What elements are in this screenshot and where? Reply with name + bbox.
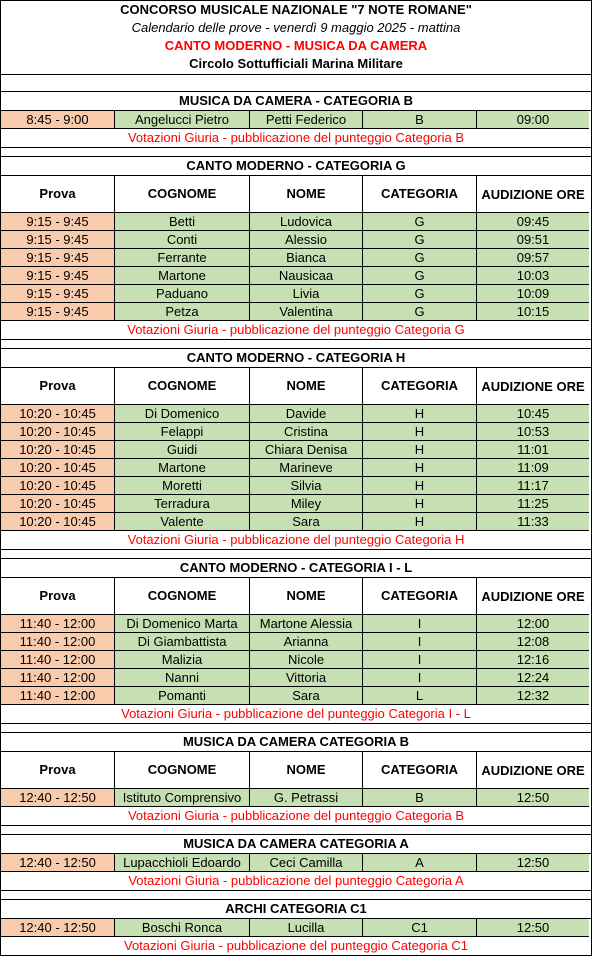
section-table bbox=[1, 919, 591, 937]
surname: Lupacchioli Edoardo bbox=[115, 854, 250, 872]
section-title: MUSICA DA CAMERA - CATEGORIA B bbox=[1, 92, 591, 111]
first-name: Bianca bbox=[250, 249, 363, 267]
first-name: Miley bbox=[250, 495, 363, 513]
audition-time: 09:51 bbox=[477, 231, 589, 249]
slot-time: 9:15 - 9:45 bbox=[1, 267, 115, 285]
col-header-nome: NOME bbox=[250, 176, 363, 213]
col-header-audizione: AUDIZIONE ORE bbox=[477, 578, 589, 615]
slot-time: 8:45 - 9:00 bbox=[1, 111, 115, 129]
col-header-cognome: COGNOME bbox=[115, 368, 250, 405]
first-name: Nicole bbox=[250, 651, 363, 669]
category: B bbox=[363, 111, 477, 129]
surname: Guidi bbox=[115, 441, 250, 459]
col-header-nome: NOME bbox=[250, 752, 363, 789]
col-header-prova: Prova bbox=[1, 176, 115, 213]
section-spacer bbox=[1, 75, 591, 92]
audition-time: 10:09 bbox=[477, 285, 589, 303]
category: G bbox=[363, 267, 477, 285]
first-name: Ludovica bbox=[250, 213, 363, 231]
category: A bbox=[363, 854, 477, 872]
category: G bbox=[363, 231, 477, 249]
section-table bbox=[1, 752, 591, 807]
category: I bbox=[363, 669, 477, 687]
category: G bbox=[363, 303, 477, 321]
category: I bbox=[363, 651, 477, 669]
audition-time: 12:16 bbox=[477, 651, 589, 669]
slot-time: 10:20 - 10:45 bbox=[1, 477, 115, 495]
audition-time: 12:00 bbox=[477, 615, 589, 633]
first-name: G. Petrassi bbox=[250, 789, 363, 807]
jury-vote-note: Votazioni Giuria - pubblicazione del punteggio Categoria B bbox=[1, 129, 591, 148]
first-name: Silvia bbox=[250, 477, 363, 495]
jury-vote-note: Votazioni Giuria - pubblicazione del punteggio Categoria A bbox=[1, 872, 591, 891]
category: H bbox=[363, 513, 477, 531]
category: L bbox=[363, 687, 477, 705]
category: G bbox=[363, 285, 477, 303]
section-table bbox=[1, 578, 591, 705]
slot-time: 11:40 - 12:00 bbox=[1, 633, 115, 651]
audition-time: 12:50 bbox=[477, 919, 589, 937]
surname: Boschi Ronca bbox=[115, 919, 250, 937]
audition-time: 11:01 bbox=[477, 441, 589, 459]
slot-time: 10:20 - 10:45 bbox=[1, 441, 115, 459]
audition-time: 12:08 bbox=[477, 633, 589, 651]
surname: Terradura bbox=[115, 495, 250, 513]
audition-time: 11:17 bbox=[477, 477, 589, 495]
first-name: Petti Federico bbox=[250, 111, 363, 129]
col-header-categoria: CATEGORIA bbox=[363, 368, 477, 405]
category: H bbox=[363, 477, 477, 495]
surname: Conti bbox=[115, 231, 250, 249]
first-name: Martone Alessia bbox=[250, 615, 363, 633]
category: I bbox=[363, 615, 477, 633]
col-header-audizione: AUDIZIONE ORE bbox=[477, 752, 589, 789]
category: G bbox=[363, 249, 477, 267]
col-header-audizione: AUDIZIONE ORE bbox=[477, 368, 589, 405]
category: H bbox=[363, 459, 477, 477]
audition-time: 11:33 bbox=[477, 513, 589, 531]
jury-vote-note: Votazioni Giuria - pubblicazione del punteggio Categoria C1 bbox=[1, 937, 591, 956]
slot-time: 12:40 - 12:50 bbox=[1, 854, 115, 872]
audition-time: 10:45 bbox=[477, 405, 589, 423]
category: B bbox=[363, 789, 477, 807]
jury-vote-note: Votazioni Giuria - pubblicazione del punteggio Categoria G bbox=[1, 321, 591, 340]
section-table bbox=[1, 368, 591, 531]
audition-time: 09:00 bbox=[477, 111, 589, 129]
surname: Istituto Comprensivo bbox=[115, 789, 250, 807]
col-header-audizione: AUDIZIONE ORE bbox=[477, 176, 589, 213]
section-title: CANTO MODERNO - CATEGORIA G bbox=[1, 157, 591, 176]
discipline-title: CANTO MODERNO - MUSICA DA CAMERA bbox=[164, 38, 428, 53]
slot-time: 11:40 - 12:00 bbox=[1, 669, 115, 687]
col-header-prova: Prova bbox=[1, 578, 115, 615]
first-name: Nausicaa bbox=[250, 267, 363, 285]
audition-time: 09:45 bbox=[477, 213, 589, 231]
audition-time: 11:25 bbox=[477, 495, 589, 513]
first-name: Lucilla bbox=[250, 919, 363, 937]
section-spacer bbox=[1, 891, 591, 900]
audition-time: 10:53 bbox=[477, 423, 589, 441]
surname: Di Domenico bbox=[115, 405, 250, 423]
first-name: Vittoria bbox=[250, 669, 363, 687]
section-title: ARCHI CATEGORIA C1 bbox=[1, 900, 591, 919]
col-header-prova: Prova bbox=[1, 752, 115, 789]
venue-name: Circolo Sottufficiali Marina Militare bbox=[189, 56, 403, 71]
surname: Di Domenico Marta bbox=[115, 615, 250, 633]
slot-time: 9:15 - 9:45 bbox=[1, 231, 115, 249]
category: H bbox=[363, 405, 477, 423]
col-header-prova: Prova bbox=[1, 368, 115, 405]
jury-vote-note: Votazioni Giuria - pubblicazione del punteggio Categoria H bbox=[1, 531, 591, 550]
category: G bbox=[363, 213, 477, 231]
first-name: Davide bbox=[250, 405, 363, 423]
first-name: Cristina bbox=[250, 423, 363, 441]
first-name: Arianna bbox=[250, 633, 363, 651]
surname: Nanni bbox=[115, 669, 250, 687]
slot-time: 10:20 - 10:45 bbox=[1, 405, 115, 423]
section-spacer bbox=[1, 826, 591, 835]
jury-vote-note: Votazioni Giuria - pubblicazione del punteggio Categoria B bbox=[1, 807, 591, 826]
surname: Paduano bbox=[115, 285, 250, 303]
slot-time: 10:20 - 10:45 bbox=[1, 513, 115, 531]
first-name: Livia bbox=[250, 285, 363, 303]
slot-time: 9:15 - 9:45 bbox=[1, 213, 115, 231]
col-header-nome: NOME bbox=[250, 368, 363, 405]
col-header-cognome: COGNOME bbox=[115, 578, 250, 615]
category: H bbox=[363, 495, 477, 513]
slot-time: 9:15 - 9:45 bbox=[1, 303, 115, 321]
category: C1 bbox=[363, 919, 477, 937]
surname: Ferrante bbox=[115, 249, 250, 267]
section-spacer bbox=[1, 340, 591, 349]
col-header-cognome: COGNOME bbox=[115, 176, 250, 213]
category: I bbox=[363, 633, 477, 651]
first-name: Sara bbox=[250, 687, 363, 705]
audition-time: 10:03 bbox=[477, 267, 589, 285]
section-table bbox=[1, 111, 591, 129]
slot-time: 9:15 - 9:45 bbox=[1, 285, 115, 303]
surname: Felappi bbox=[115, 423, 250, 441]
section-table bbox=[1, 176, 591, 321]
surname: Martone bbox=[115, 459, 250, 477]
surname: Martone bbox=[115, 267, 250, 285]
first-name: Marineve bbox=[250, 459, 363, 477]
surname: Di Giambattista bbox=[115, 633, 250, 651]
surname: Petza bbox=[115, 303, 250, 321]
audition-time: 11:09 bbox=[477, 459, 589, 477]
document-header bbox=[1, 0, 591, 75]
category: H bbox=[363, 423, 477, 441]
schedule-sections bbox=[1, 75, 591, 956]
first-name: Sara bbox=[250, 513, 363, 531]
jury-vote-note: Votazioni Giuria - pubblicazione del punteggio Categoria I - L bbox=[1, 705, 591, 724]
section-title: CANTO MODERNO - CATEGORIA I - L bbox=[1, 559, 591, 578]
section-title: MUSICA DA CAMERA CATEGORIA B bbox=[1, 733, 591, 752]
col-header-categoria: CATEGORIA bbox=[363, 176, 477, 213]
slot-time: 11:40 - 12:00 bbox=[1, 651, 115, 669]
section-title: CANTO MODERNO - CATEGORIA H bbox=[1, 349, 591, 368]
schedule-date: Calendario delle prove - venerdì 9 maggio 2025 - mattina bbox=[131, 20, 461, 35]
section-spacer bbox=[1, 148, 591, 157]
section-spacer bbox=[1, 724, 591, 733]
slot-time: 12:40 - 12:50 bbox=[1, 919, 115, 937]
slot-time: 10:20 - 10:45 bbox=[1, 459, 115, 477]
col-header-categoria: CATEGORIA bbox=[363, 578, 477, 615]
category: H bbox=[363, 441, 477, 459]
audition-time: 12:50 bbox=[477, 789, 589, 807]
slot-time: 9:15 - 9:45 bbox=[1, 249, 115, 267]
competition-title: CONCORSO MUSICALE NAZIONALE "7 NOTE ROMANE" bbox=[120, 2, 472, 17]
audition-time: 12:50 bbox=[477, 854, 589, 872]
section-spacer bbox=[1, 550, 591, 559]
col-header-cognome: COGNOME bbox=[115, 752, 250, 789]
first-name: Chiara Denisa bbox=[250, 441, 363, 459]
col-header-nome: NOME bbox=[250, 578, 363, 615]
audition-time: 12:32 bbox=[477, 687, 589, 705]
first-name: Alessio bbox=[250, 231, 363, 249]
audition-time: 12:24 bbox=[477, 669, 589, 687]
surname: Malizia bbox=[115, 651, 250, 669]
slot-time: 11:40 - 12:00 bbox=[1, 615, 115, 633]
first-name: Ceci Camilla bbox=[250, 854, 363, 872]
section-title: MUSICA DA CAMERA CATEGORIA A bbox=[1, 835, 591, 854]
audition-time: 10:15 bbox=[477, 303, 589, 321]
section-table bbox=[1, 854, 591, 872]
slot-time: 10:20 - 10:45 bbox=[1, 423, 115, 441]
audition-time: 09:57 bbox=[477, 249, 589, 267]
slot-time: 11:40 - 12:00 bbox=[1, 687, 115, 705]
surname: Moretti bbox=[115, 477, 250, 495]
first-name: Valentina bbox=[250, 303, 363, 321]
slot-time: 10:20 - 10:45 bbox=[1, 495, 115, 513]
surname: Pomanti bbox=[115, 687, 250, 705]
surname: Valente bbox=[115, 513, 250, 531]
slot-time: 12:40 - 12:50 bbox=[1, 789, 115, 807]
surname: Angelucci Pietro bbox=[115, 111, 250, 129]
col-header-categoria: CATEGORIA bbox=[363, 752, 477, 789]
surname: Betti bbox=[115, 213, 250, 231]
